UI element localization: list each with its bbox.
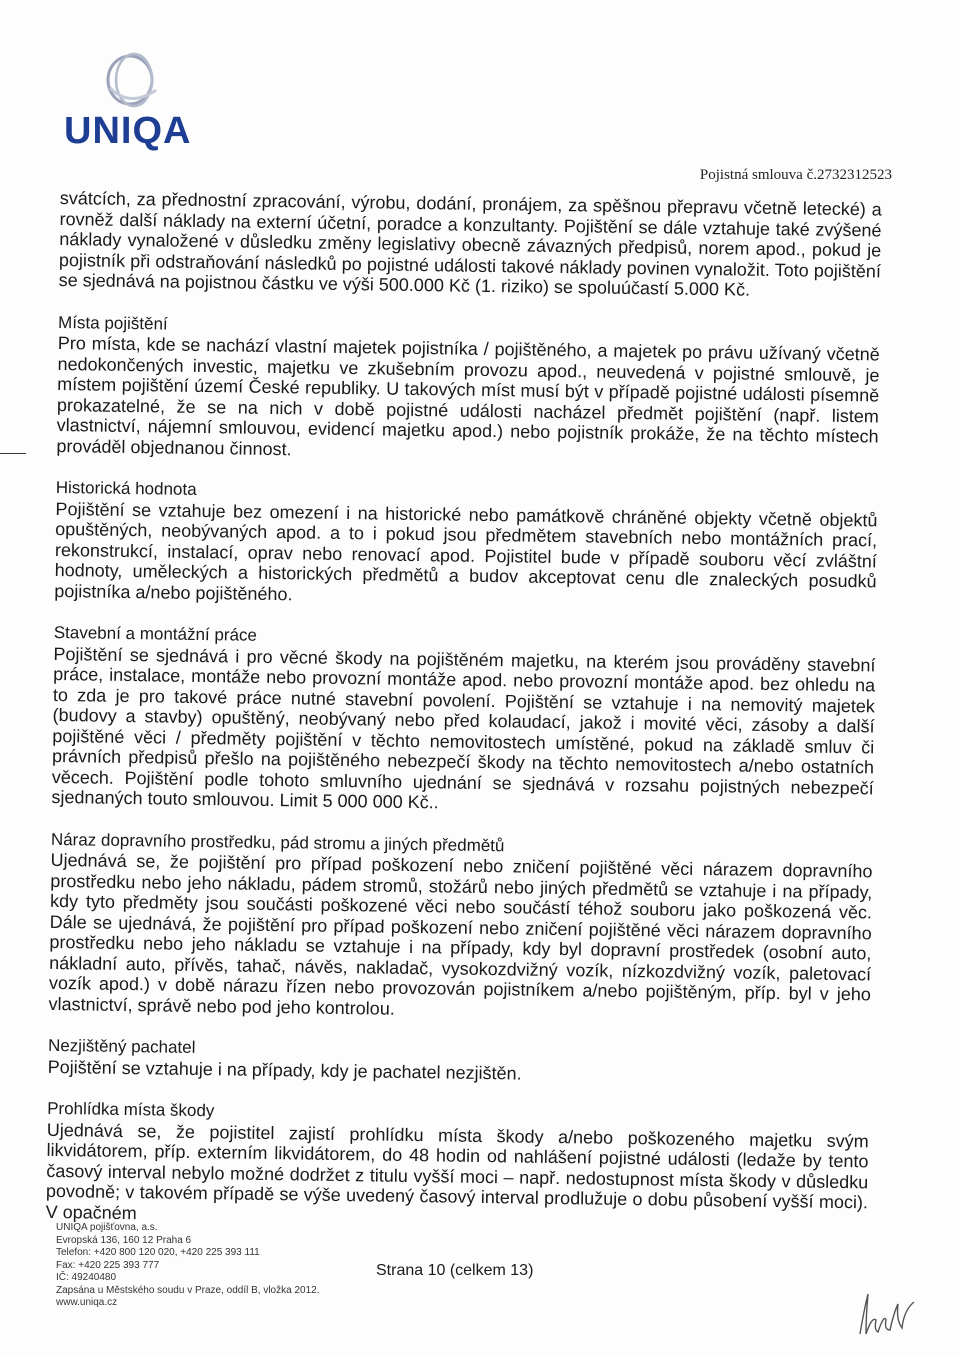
footer-fax: Fax: +420 225 393 777 [56, 1259, 160, 1271]
handwritten-initials [852, 1290, 922, 1345]
footer-address: Evropská 136, 160 12 Praha 6 [56, 1234, 192, 1246]
section-text: Pojištění se vztahuje i na případy, kdy je pachatel nezjištěn. [47, 1056, 522, 1084]
section-prohlidka [46, 1099, 870, 1233]
footer-phone: Telefon: +420 800 120 020, +420 225 393 111 [56, 1247, 260, 1258]
footer-website: www.uniqa.cz [56, 1297, 118, 1308]
contract-number: Pojistná smlouva č.2732312523 [699, 167, 892, 183]
uniqa-swirl-icon [100, 38, 170, 110]
section-heading: Nezjištěný pachatel [47, 1035, 196, 1057]
document-body [46, 188, 882, 1233]
section-nezjisteny-pachatel [48, 1036, 870, 1088]
company-footer [56, 1222, 320, 1310]
page-number: Strana 10 (celkem 13) [376, 1262, 534, 1279]
section-heading: Stavební a montážní práce [53, 622, 258, 645]
margin-mark [0, 453, 26, 454]
footer-registration: Zapsána u Městského soudu v Praze, oddíl B, vložka 2012. [56, 1284, 320, 1296]
section-stavebni-prace [51, 623, 875, 819]
footer-ico: IČ: 49240480 [56, 1272, 117, 1283]
section-text: Pro místa, kde se nachází vlastní majetek pojistníka / pojištěného, a majetek po právu užívaný včetně nedokončených investic, majetku ve zkušebním provozu apod., neuvedená v pojistné smlouvě, je místem pojištění území České republiky. U takových míst musí být v případě pojistné události písemně prokazatelné, že se na nich v době pojistné události nacházel předmět pojištění (např. listem vlastnictví, nájemní smlouvou, evidencí majetku apod.) nebo pojistník prokáže, že na těchto místech prováděl objednanou činnost. [56, 332, 880, 459]
section-text: Pojištění se sjednává i pro věcné škody na pojištěném majetku, na kterém jsou prováděny stavební práce, instalace, montáže nebo provozní montáže apod. nebo provozní montáže apod. bez ohledu na to zda je pro takové práce nutné stavební povolení. Pojištění se vztahuje i na nemovitý majetek (budovy a stavby) opuštěný, neobývaný nebo před kolaudací, jakož i movité věci, zásoby a další pojištěné věci / předměty pojištění v těchto nemovitostech umístěné, pokud na základě smluv či právních předpisů přešlo na pojištěného nebezpečí škody na těchto nemovitostech a/nebo ostatních věcech. Pojištění podle tohoto smluvního ujednání se sjednává v rozsahu pojistných nebezpečí sjednaných touto smlouvou. Limit 5 000 000 Kč.. [51, 643, 876, 813]
section-text: Pojištění se vztahuje bez omezení i na historické nebo památkově chráněné objekty včetně objektů opuštěných, neobývaných apod. a to i pokud jsou předmětem stavebních nebo montážních prací, rekonstrukcí, instalací, oprav nebo renovací apod. Pojistitel bude v případě souboru věcí zvláštní hodnoty, uměleckých a historických předmětů a budov akceptovat cenu dle znaleckých posudků pojistníka a/nebo pojištěného. [54, 498, 878, 604]
uniqa-logo [64, 38, 214, 158]
intro-paragraph: svátcích, za přednostní zpracování, výrobu, dodání, pronájem, za spěšnou přepravu včetně letecké) a rovněž další náklady na externí účetní, poradce a konzultanty. Pojištění se dále vztahuje také zvýšené náklady vynaložené v důsledku změny legislativy obecně závazných předpisů, norem apod., pokud je pojistník při odstraňování následků po pojistné události takové náklady povinen vynaložit. Toto pojištění se sjednává na pojistnou částku ve výši 500.000 Kč (1. riziko) se spoluúčastí 5.000 Kč. [58, 188, 882, 300]
section-naraz [48, 829, 872, 1025]
section-mista-pojisteni [56, 312, 880, 467]
section-heading: Náraz dopravního prostředku, pád stromu a jiných předmětů [50, 829, 505, 855]
section-heading: Historická hodnota [55, 477, 197, 499]
section-text: Ujednává se, že pojištění pro případ poškození nebo zničení pojištěné věci nárazem dopravního prostředku nebo jeho nákladu, pádem stromů, stožárů nebo jiných předmětů se vztahuje i na případy, kdy tyto předměty jsou součásti poškozené věci nebo součástí téhož souboru jako poškozená věc. Dále se ujednává, že pojištění pro případ poškození nebo zničení pojištěné věci nárazem dopravního prostředku nebo jeho nákladu se vztahuje i na případy, kdy byl dopravní prostředek (osobní auto, nákladní auto, přívěs, tahač, návěs, nakladač, vysokozdvižný vozík, nízkozdvižný vozík, paletovací vozík apod.) v době nárazu řízen nebo provozován pojistníkem a/nebo pojištěným, příp. byl v jeho vlastnictví, správě nebo pod jeho kontrolou. [48, 849, 873, 1019]
logo-wordmark: UNIQA [64, 110, 192, 152]
section-text: Ujednává se, že pojistitel zajistí prohlídku místa škody a/nebo poškozeného majetku svým likvidátorem, příp. externím likvidátorem, do 48 hodin od nahlášení pojistné události (ledaže by tento časový interval nebylo možné dodržet z titulu vyšší moci – např. nedostupnost místa škody v důsledku povodně; v takovém případě se výše uvedený časový interval prodlužuje o dobu působení vyšší moci). V opačném [45, 1119, 869, 1223]
section-heading: Prohlídka místa škody [47, 1098, 215, 1121]
footer-company-name: UNIQA pojišťovna, a.s. [56, 1222, 158, 1233]
section-heading: Místa pojištění [57, 312, 168, 334]
section-historicka-hodnota [54, 478, 878, 612]
